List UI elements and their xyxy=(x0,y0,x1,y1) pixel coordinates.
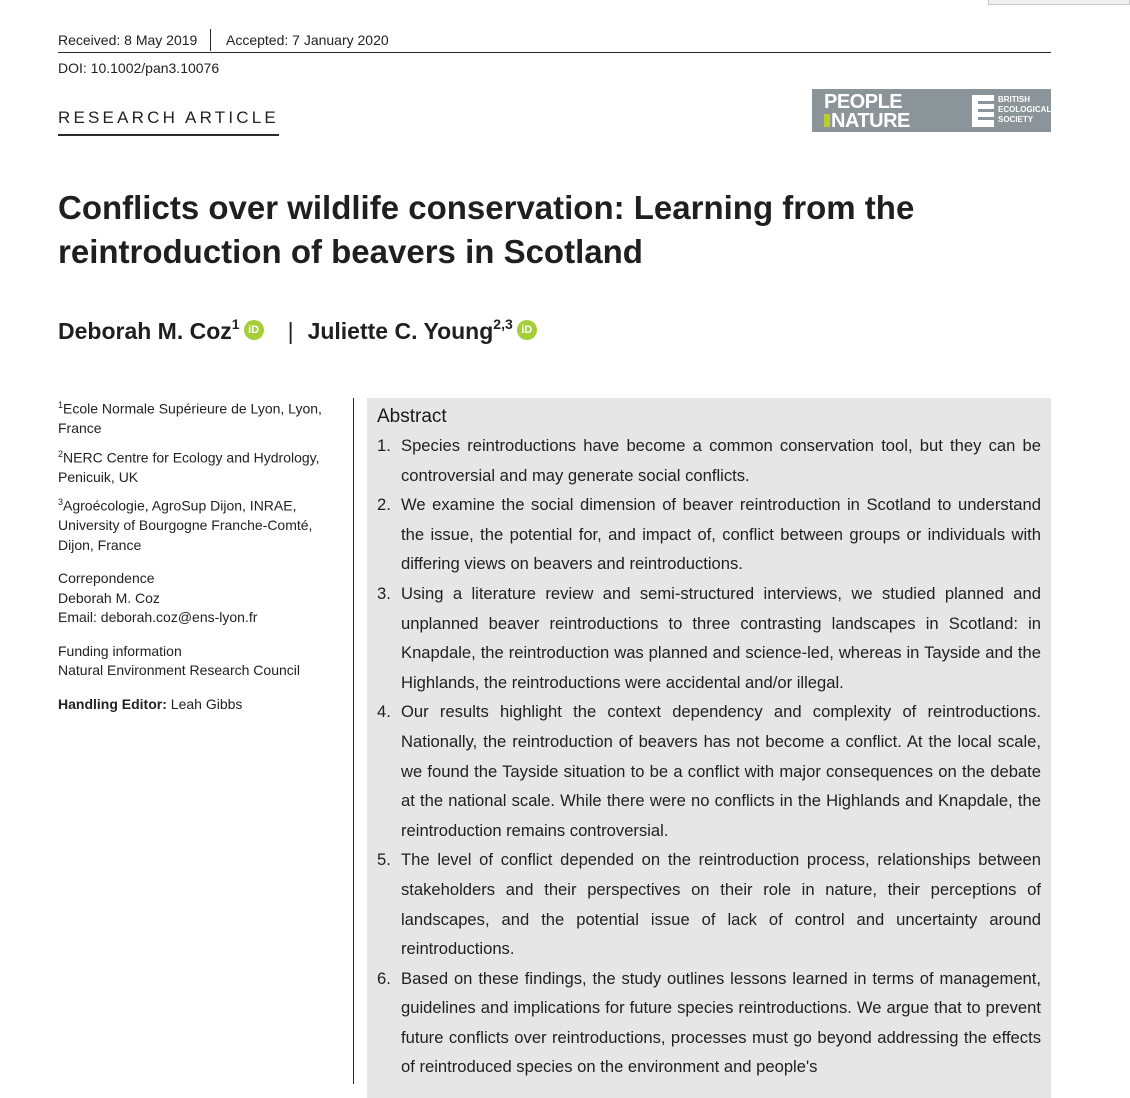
doi[interactable]: DOI: 10.1002/pan3.10076 xyxy=(58,60,220,76)
date-divider xyxy=(210,29,211,51)
journal-logo xyxy=(812,89,1051,132)
accepted-date: Accepted: 7 January 2020 xyxy=(226,32,389,48)
orcid-icon[interactable]: iD xyxy=(517,320,537,340)
logo-line-nature: NATURE xyxy=(831,110,910,132)
correspondence-email[interactable]: Email: deborah.coz@ens-lyon.fr xyxy=(58,609,258,626)
funding-block xyxy=(58,642,336,681)
affiliation: $^1$Ecole Normale Supérieure de Lyon, Lyon, France xyxy=(58,400,322,437)
column-divider xyxy=(353,398,354,1084)
abstract-item: 1. Species reintroductions have become a common conservation tool, but they can be controversial and may generate social conflicts. xyxy=(377,436,1041,485)
handling-editor xyxy=(58,695,336,715)
received-date: Received: 8 May 2019 xyxy=(58,32,198,48)
abstract-heading: Abstract xyxy=(377,406,447,427)
society-name: BRITISH ECOLOGICAL SOCIETY xyxy=(998,95,1052,124)
author-list xyxy=(58,318,537,345)
correspondence-name: Deborah M. Coz xyxy=(58,589,160,606)
abstract-item: 5. The level of conflict depended on the reintroduction process, relationships between stakeholders and their perspectives on their role in nature, their perceptions of landscapes, and the potential issue of lack of control and uncertainty around reintroductions. xyxy=(377,850,1041,959)
article-title: Conflicts over wildlife conservation: Learning from the reintroduction of beavers in Scotland xyxy=(58,189,915,270)
abstract-item: 6. Based on these findings, the study outlines lessons learned in terms of management, guidelines and implications for future species reintroductions. We argue that to prevent future conflicts over reintroductions, processes must go beyond addressing the effects of reintroduced species on the environment and people's xyxy=(377,968,1041,1077)
abstract-box xyxy=(367,398,1051,1098)
abstract-item: 4. Our results highlight the context dependency and complexity of reintroductions. Nationally, the reintroduction of beavers has not become a conflict. At the local scale, we found the Tayside situation to be a conflict with major consequences on the debate at the national scale. While there were no conflicts in the Highlands and Knapdale, the reintroduction remains controversial. xyxy=(377,702,1041,840)
bes-logo-icon xyxy=(972,95,994,127)
article-type: RESEARCH ARTICLE xyxy=(58,108,279,136)
logo-line-people: PEOPLE xyxy=(824,91,903,113)
abstract-item: 2. We examine the social dimension of beaver reintroduction in Scotland to understand the issue, the potential for, and impact of, conflict between groups or individuals with differing views on beavers and reintroductions. xyxy=(377,495,1041,574)
author-separator: | xyxy=(287,318,294,344)
handling-editor-label: Handling Editor: xyxy=(58,695,167,712)
funding-text: Natural Environment Research Council xyxy=(58,662,300,679)
logo-and-mark xyxy=(824,114,830,127)
correspondence-heading: Correpondence xyxy=(58,570,155,587)
author-name[interactable]: Juliette C. Young xyxy=(307,318,494,344)
abstract-list xyxy=(377,431,1041,1082)
affiliation: $^2$NERC Centre for Ecology and Hydrology, Penicuik, UK xyxy=(58,448,320,485)
orcid-icon[interactable]: iD xyxy=(244,320,264,340)
correspondence-block xyxy=(58,569,336,628)
author-name[interactable]: Deborah M. Coz xyxy=(58,318,232,344)
handling-editor-name: Leah Gibbs xyxy=(170,695,243,712)
abstract-item: 3. Using a literature review and semi-structured interviews, we studied planned and unplanned beaver reintroductions to three contrasting landscapes in Scotland: in Knapdale, the reintroduction was planned and science-led, whereas in Tayside and the Highlands, the reintroductions were accidental and/or illegal. xyxy=(377,583,1041,692)
article-sidebar xyxy=(58,396,336,714)
author-affil-ref: 2,3 xyxy=(493,316,513,332)
funding-heading: Funding information xyxy=(58,642,182,659)
header-dates xyxy=(58,30,1051,53)
corner-tab xyxy=(988,0,1130,5)
author-affil-ref: 1 xyxy=(231,316,240,332)
affiliation: $^3$Agroécologie, AgroSup Dijon, INRAE, University of Bourgogne Franche-Comté, Dijon, France xyxy=(58,497,313,553)
